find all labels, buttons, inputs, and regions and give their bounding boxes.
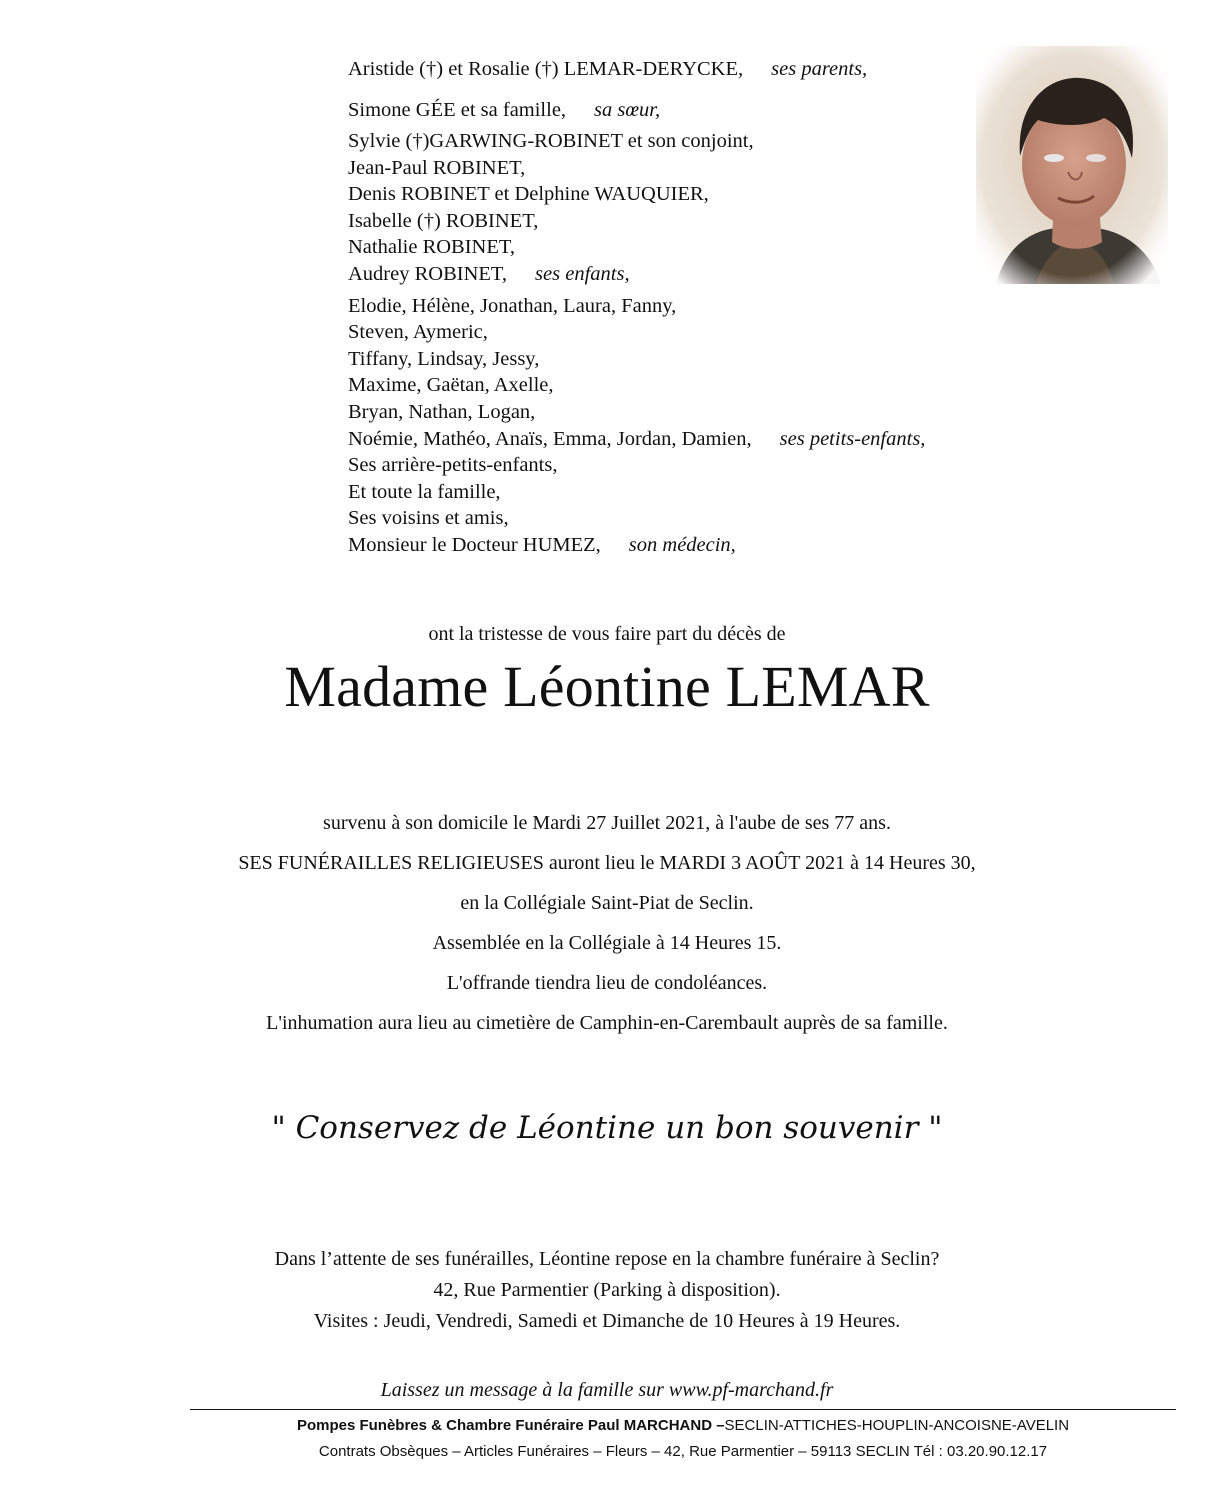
detail-line-5: L'offrande tiendra lieu de condoléances. <box>446 972 768 994</box>
footer-divider <box>190 1409 1176 1410</box>
family-line <box>348 128 754 155</box>
family-role: ses petits-enfants, <box>779 428 926 450</box>
family-line <box>348 426 925 453</box>
guestbook-message: Laissez un message à la famille sur www.pf-marchand.fr <box>380 1379 834 1401</box>
repose-line-2: 42, Rue Parmentier (Parking à disposition). <box>433 1279 781 1301</box>
family-member-text: Ses voisins et amis, <box>348 507 509 529</box>
footer-company-towns: SECLIN-ATTICHES-HOUPLIN-ANCOISNE-AVELIN <box>724 1417 1070 1434</box>
deceased-name: Madame Léontine LEMAR <box>284 654 930 719</box>
family-role: ses enfants, <box>535 263 630 285</box>
family-member-text: Elodie, Hélène, Jonathan, Laura, Fanny, <box>348 295 677 317</box>
family-line <box>348 532 736 559</box>
family-member-text: Jean-Paul ROBINET, <box>348 157 526 179</box>
family-member-text: Audrey ROBINET, <box>348 263 508 285</box>
repose-line-1: Dans l’attente de ses funérailles, Léontine repose en la chambre funéraire à Seclin? <box>274 1248 940 1270</box>
detail-line-1: survenu à son domicile le Mardi 27 Juillet 2021, à l'aube de ses 77 ans. <box>323 812 891 834</box>
family-member-text: Maxime, Gaëtan, Axelle, <box>348 374 554 396</box>
family-role: sa sœur, <box>594 99 661 121</box>
family-line <box>348 181 709 208</box>
family-line <box>348 56 867 83</box>
family-line <box>348 208 538 235</box>
family-member-text: Noémie, Mathéo, Anaïs, Emma, Jordan, Damien, <box>348 428 752 450</box>
repose-line-3: Visites : Jeudi, Vendredi, Samedi et Dimanche de 10 Heures à 19 Heures. <box>313 1310 901 1332</box>
family-line <box>348 346 539 373</box>
family-member-text: Denis ROBINET et Delphine WAUQUIER, <box>348 183 709 205</box>
family-line <box>348 452 557 479</box>
family-line <box>348 261 630 288</box>
detail-line-3: en la Collégiale Saint-Piat de Seclin. <box>460 892 754 914</box>
footer-company <box>190 1417 1176 1434</box>
detail-line-2: SES FUNÉRAILLES RELIGIEUSES auront lieu le MARDI 3 AOÛT 2021 à 14 Heures 30, <box>238 852 976 874</box>
family-line <box>348 234 515 261</box>
detail-line-6: L'inhumation aura lieu au cimetière de Camphin-en-Carembault auprès de sa famille. <box>266 1012 948 1034</box>
family-line <box>348 505 509 532</box>
family-line <box>348 479 501 506</box>
family-member-text: Simone GÉE et sa famille, <box>348 99 567 121</box>
family-member-text: Tiffany, Lindsay, Jessy, <box>348 348 540 370</box>
family-member-text: Sylvie (†)GARWING-ROBINET et son conjoint, <box>348 130 754 152</box>
family-member-text: Bryan, Nathan, Logan, <box>348 401 536 423</box>
detail-line-4: Assemblée en la Collégiale à 14 Heures 15. <box>432 932 782 954</box>
family-member-text: Aristide (†) et Rosalie (†) LEMAR-DERYCKE, <box>348 58 744 80</box>
footer-company-name: Pompes Funèbres & Chambre Funéraire Paul MARCHAND – <box>296 1417 725 1434</box>
family-role: ses parents, <box>771 58 868 80</box>
family-member-text: Ses arrière-petits-enfants, <box>348 454 558 476</box>
family-role: son médecin, <box>628 534 736 556</box>
family-line <box>348 372 554 399</box>
family-line <box>348 319 488 346</box>
family-member-text: Monsieur le Docteur HUMEZ, <box>348 534 601 556</box>
family-member-text: Nathalie ROBINET, <box>348 236 515 258</box>
family-line <box>348 155 525 182</box>
family-line <box>348 97 660 124</box>
portrait-photo <box>976 46 1168 284</box>
footer-contact: Contrats Obsèques – Articles Funéraires – Fleurs – 42, Rue Parmentier – 59113 SECLIN Tél : 03.20.90.12.17 <box>318 1443 1048 1460</box>
family-line <box>348 293 676 320</box>
family-line <box>348 399 535 426</box>
announcement-intro: ont la tristesse de vous faire part du décès de <box>428 623 786 645</box>
memorial-quote: " Conservez de Léontine un bon souvenir " <box>271 1110 943 1146</box>
family-member-text: Et toute la famille, <box>348 481 501 503</box>
family-member-text: Isabelle (†) ROBINET, <box>348 210 539 232</box>
family-member-text: Steven, Aymeric, <box>348 321 488 343</box>
